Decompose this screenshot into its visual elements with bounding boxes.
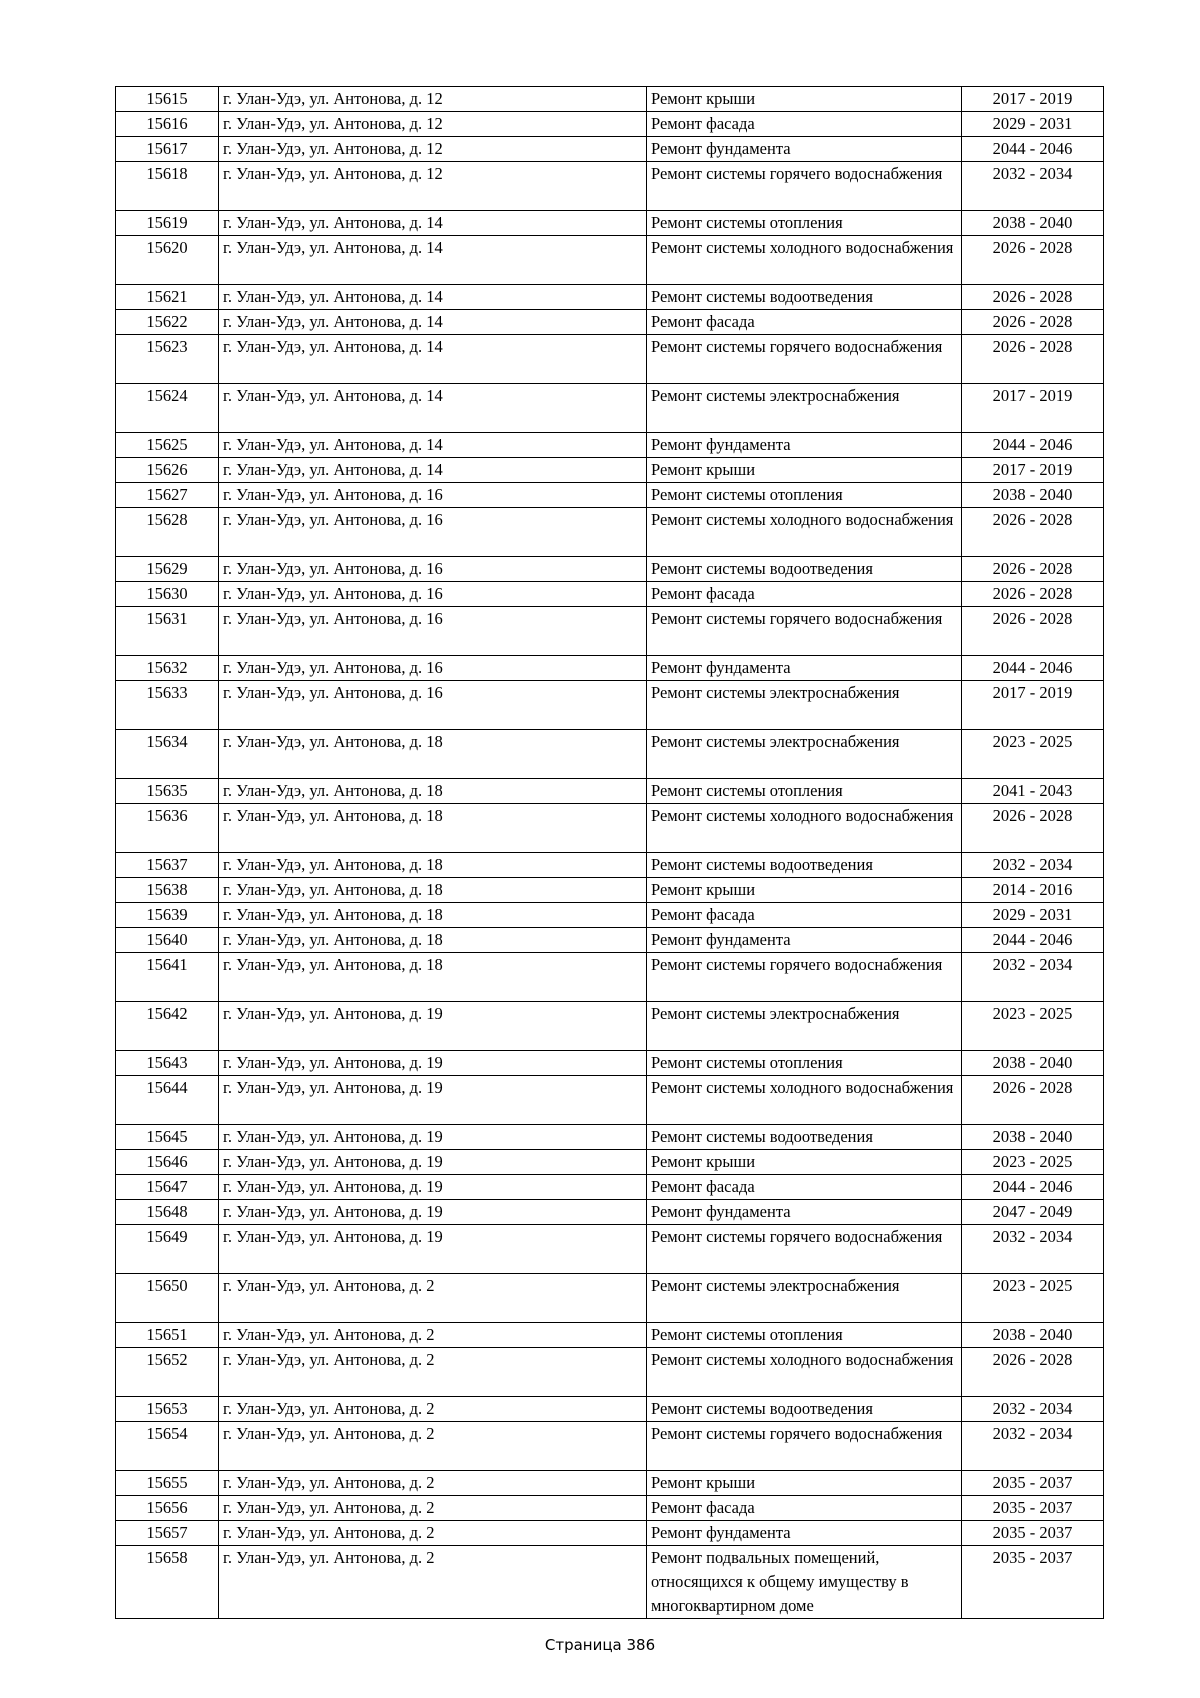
row-address: г. Улан-Удэ, ул. Антонова, д. 19: [219, 1125, 647, 1150]
table-row: [116, 1546, 1104, 1619]
row-work-type: Ремонт фундамента: [647, 928, 962, 953]
row-address: г. Улан-Удэ, ул. Антонова, д. 2: [219, 1348, 647, 1397]
table-row: [116, 162, 1104, 211]
table-row: [116, 1348, 1104, 1397]
table-row: [116, 1225, 1104, 1274]
row-number: 15648: [116, 1200, 219, 1225]
row-work-type: Ремонт фасада: [647, 1496, 962, 1521]
row-number: 15644: [116, 1076, 219, 1125]
row-number: 15639: [116, 903, 219, 928]
row-work-type: Ремонт фасада: [647, 582, 962, 607]
row-period: 2041 - 2043: [962, 779, 1104, 804]
row-period: 2029 - 2031: [962, 903, 1104, 928]
row-number: 15633: [116, 681, 219, 730]
table-row: [116, 236, 1104, 285]
row-number: 15631: [116, 607, 219, 656]
row-number: 15626: [116, 458, 219, 483]
row-number: 15647: [116, 1175, 219, 1200]
table-row: [116, 557, 1104, 582]
row-period: 2029 - 2031: [962, 112, 1104, 137]
row-address: г. Улан-Удэ, ул. Антонова, д. 18: [219, 878, 647, 903]
row-work-type: Ремонт системы холодного водоснабжения: [647, 508, 962, 557]
row-period: 2023 - 2025: [962, 1150, 1104, 1175]
row-period: 2035 - 2037: [962, 1521, 1104, 1546]
row-number: 15658: [116, 1546, 219, 1619]
table-row: [116, 853, 1104, 878]
row-address: г. Улан-Удэ, ул. Антонова, д. 19: [219, 1076, 647, 1125]
row-work-type: Ремонт системы электроснабжения: [647, 1274, 962, 1323]
row-number: 15646: [116, 1150, 219, 1175]
row-period: 2026 - 2028: [962, 1076, 1104, 1125]
row-number: 15617: [116, 137, 219, 162]
row-number: 15622: [116, 310, 219, 335]
table-row: [116, 87, 1104, 112]
row-address: г. Улан-Удэ, ул. Антонова, д. 16: [219, 681, 647, 730]
row-work-type: Ремонт крыши: [647, 87, 962, 112]
row-address: г. Улан-Удэ, ул. Антонова, д. 16: [219, 557, 647, 582]
table-row: [116, 607, 1104, 656]
row-period: 2026 - 2028: [962, 285, 1104, 310]
row-work-type: Ремонт фасада: [647, 1175, 962, 1200]
table-row: [116, 1274, 1104, 1323]
row-address: г. Улан-Удэ, ул. Антонова, д. 19: [219, 1002, 647, 1051]
table-row: [116, 1175, 1104, 1200]
row-address: г. Улан-Удэ, ул. Антонова, д. 16: [219, 607, 647, 656]
row-address: г. Улан-Удэ, ул. Антонова, д. 2: [219, 1397, 647, 1422]
table-row: [116, 483, 1104, 508]
row-period: 2032 - 2034: [962, 1397, 1104, 1422]
table-row: [116, 310, 1104, 335]
table-row: [116, 878, 1104, 903]
row-address: г. Улан-Удэ, ул. Антонова, д. 12: [219, 87, 647, 112]
row-period: 2044 - 2046: [962, 433, 1104, 458]
row-period: 2026 - 2028: [962, 1348, 1104, 1397]
row-work-type: Ремонт фундамента: [647, 1521, 962, 1546]
row-number: 15652: [116, 1348, 219, 1397]
row-number: 15656: [116, 1496, 219, 1521]
row-address: г. Улан-Удэ, ул. Антонова, д. 14: [219, 433, 647, 458]
row-work-type: Ремонт системы водоотведения: [647, 285, 962, 310]
row-number: 15640: [116, 928, 219, 953]
row-address: г. Улан-Удэ, ул. Антонова, д. 19: [219, 1225, 647, 1274]
row-period: 2044 - 2046: [962, 137, 1104, 162]
row-work-type: Ремонт системы горячего водоснабжения: [647, 1225, 962, 1274]
table-row: [116, 1422, 1104, 1471]
table-body: [116, 87, 1104, 1619]
row-period: 2038 - 2040: [962, 1051, 1104, 1076]
row-period: 2038 - 2040: [962, 1125, 1104, 1150]
page-number: Страница 386: [544, 1636, 656, 1654]
row-address: г. Улан-Удэ, ул. Антонова, д. 14: [219, 384, 647, 433]
table-row: [116, 1150, 1104, 1175]
row-work-type: Ремонт системы горячего водоснабжения: [647, 1422, 962, 1471]
row-number: 15621: [116, 285, 219, 310]
row-address: г. Улан-Удэ, ул. Антонова, д. 18: [219, 903, 647, 928]
row-period: 2032 - 2034: [962, 1225, 1104, 1274]
row-period: 2032 - 2034: [962, 1422, 1104, 1471]
row-address: г. Улан-Удэ, ул. Антонова, д. 19: [219, 1200, 647, 1225]
row-address: г. Улан-Удэ, ул. Антонова, д. 14: [219, 310, 647, 335]
row-work-type: Ремонт системы электроснабжения: [647, 730, 962, 779]
row-number: 15643: [116, 1051, 219, 1076]
row-period: 2038 - 2040: [962, 1323, 1104, 1348]
row-number: 15625: [116, 433, 219, 458]
row-work-type: Ремонт системы водоотведения: [647, 557, 962, 582]
row-number: 15642: [116, 1002, 219, 1051]
row-period: 2023 - 2025: [962, 1274, 1104, 1323]
row-number: 15655: [116, 1471, 219, 1496]
table-row: [116, 211, 1104, 236]
row-work-type: Ремонт крыши: [647, 1150, 962, 1175]
row-period: 2035 - 2037: [962, 1471, 1104, 1496]
row-address: г. Улан-Удэ, ул. Антонова, д. 2: [219, 1496, 647, 1521]
row-period: 2038 - 2040: [962, 483, 1104, 508]
table-row: [116, 681, 1104, 730]
row-address: г. Улан-Удэ, ул. Антонова, д. 18: [219, 730, 647, 779]
row-number: 15657: [116, 1521, 219, 1546]
row-address: г. Улан-Удэ, ул. Антонова, д. 2: [219, 1471, 647, 1496]
row-period: 2044 - 2046: [962, 928, 1104, 953]
table-row: [116, 433, 1104, 458]
row-number: 15649: [116, 1225, 219, 1274]
row-work-type: Ремонт системы водоотведения: [647, 1397, 962, 1422]
row-work-type: Ремонт системы электроснабжения: [647, 681, 962, 730]
row-work-type: Ремонт фасада: [647, 310, 962, 335]
row-number: 15651: [116, 1323, 219, 1348]
table-row: [116, 1521, 1104, 1546]
row-number: 15616: [116, 112, 219, 137]
row-number: 15615: [116, 87, 219, 112]
row-period: 2017 - 2019: [962, 384, 1104, 433]
row-address: г. Улан-Удэ, ул. Антонова, д. 12: [219, 112, 647, 137]
row-number: 15628: [116, 508, 219, 557]
row-work-type: Ремонт системы отопления: [647, 779, 962, 804]
row-work-type: Ремонт крыши: [647, 878, 962, 903]
row-work-type: Ремонт крыши: [647, 458, 962, 483]
row-address: г. Улан-Удэ, ул. Антонова, д. 19: [219, 1150, 647, 1175]
row-address: г. Улан-Удэ, ул. Антонова, д. 16: [219, 656, 647, 681]
row-address: г. Улан-Удэ, ул. Антонова, д. 2: [219, 1422, 647, 1471]
capital-repair-table: [115, 86, 1104, 1619]
row-period: 2035 - 2037: [962, 1546, 1104, 1619]
row-address: г. Улан-Удэ, ул. Антонова, д. 2: [219, 1323, 647, 1348]
row-work-type: Ремонт системы электроснабжения: [647, 1002, 962, 1051]
row-work-type: Ремонт системы электроснабжения: [647, 384, 962, 433]
row-work-type: Ремонт фундамента: [647, 1200, 962, 1225]
row-work-type: Ремонт системы отопления: [647, 1051, 962, 1076]
row-number: 15623: [116, 335, 219, 384]
table-row: [116, 1323, 1104, 1348]
row-work-type: Ремонт фундамента: [647, 656, 962, 681]
row-address: г. Улан-Удэ, ул. Антонова, д. 12: [219, 162, 647, 211]
table-row: [116, 384, 1104, 433]
table-row: [116, 1200, 1104, 1225]
row-address: г. Улан-Удэ, ул. Антонова, д. 12: [219, 137, 647, 162]
row-period: 2017 - 2019: [962, 458, 1104, 483]
table-row: [116, 285, 1104, 310]
table-row: [116, 903, 1104, 928]
row-work-type: Ремонт системы холодного водоснабжения: [647, 1348, 962, 1397]
row-number: 15629: [116, 557, 219, 582]
row-number: 15637: [116, 853, 219, 878]
table-row: [116, 1397, 1104, 1422]
table-row: [116, 1002, 1104, 1051]
row-work-type: Ремонт крыши: [647, 1471, 962, 1496]
row-work-type: Ремонт фундамента: [647, 137, 962, 162]
row-work-type: Ремонт системы холодного водоснабжения: [647, 236, 962, 285]
row-address: г. Улан-Удэ, ул. Антонова, д. 18: [219, 928, 647, 953]
row-number: 15619: [116, 211, 219, 236]
row-work-type: Ремонт системы отопления: [647, 211, 962, 236]
table-row: [116, 335, 1104, 384]
table-row: [116, 730, 1104, 779]
row-number: 15650: [116, 1274, 219, 1323]
row-period: 2044 - 2046: [962, 1175, 1104, 1200]
row-address: г. Улан-Удэ, ул. Антонова, д. 18: [219, 779, 647, 804]
row-period: 2017 - 2019: [962, 87, 1104, 112]
row-address: г. Улан-Удэ, ул. Антонова, д. 2: [219, 1274, 647, 1323]
table-row: [116, 582, 1104, 607]
row-period: 2047 - 2049: [962, 1200, 1104, 1225]
row-address: г. Улан-Удэ, ул. Антонова, д. 18: [219, 853, 647, 878]
table-row: [116, 928, 1104, 953]
row-period: 2026 - 2028: [962, 804, 1104, 853]
row-period: 2035 - 2037: [962, 1496, 1104, 1521]
row-number: 15627: [116, 483, 219, 508]
row-work-type: Ремонт системы холодного водоснабжения: [647, 804, 962, 853]
row-number: 15618: [116, 162, 219, 211]
table-row: [116, 953, 1104, 1002]
row-address: г. Улан-Удэ, ул. Антонова, д. 14: [219, 458, 647, 483]
row-period: 2026 - 2028: [962, 607, 1104, 656]
row-number: 15641: [116, 953, 219, 1002]
row-work-type: Ремонт системы отопления: [647, 483, 962, 508]
table-row: [116, 137, 1104, 162]
row-number: 15634: [116, 730, 219, 779]
row-period: 2026 - 2028: [962, 236, 1104, 285]
table-row: [116, 1496, 1104, 1521]
row-period: 2038 - 2040: [962, 211, 1104, 236]
table-row: [116, 508, 1104, 557]
table-row: [116, 656, 1104, 681]
row-period: 2023 - 2025: [962, 1002, 1104, 1051]
row-number: 15654: [116, 1422, 219, 1471]
row-work-type: Ремонт фасада: [647, 112, 962, 137]
row-address: г. Улан-Удэ, ул. Антонова, д. 16: [219, 582, 647, 607]
row-work-type: Ремонт системы горячего водоснабжения: [647, 162, 962, 211]
row-number: 15638: [116, 878, 219, 903]
row-work-type: Ремонт фундамента: [647, 433, 962, 458]
row-period: 2032 - 2034: [962, 162, 1104, 211]
row-period: 2026 - 2028: [962, 310, 1104, 335]
row-address: г. Улан-Удэ, ул. Антонова, д. 19: [219, 1175, 647, 1200]
table-row: [116, 1076, 1104, 1125]
row-period: 2044 - 2046: [962, 656, 1104, 681]
table-row: [116, 112, 1104, 137]
row-number: 15645: [116, 1125, 219, 1150]
row-address: г. Улан-Удэ, ул. Антонова, д. 16: [219, 483, 647, 508]
table-row: [116, 1471, 1104, 1496]
row-number: 15632: [116, 656, 219, 681]
row-number: 15620: [116, 236, 219, 285]
row-period: 2023 - 2025: [962, 730, 1104, 779]
row-period: 2032 - 2034: [962, 853, 1104, 878]
row-period: 2032 - 2034: [962, 953, 1104, 1002]
row-work-type: Ремонт системы отопления: [647, 1323, 962, 1348]
row-work-type: Ремонт системы горячего водоснабжения: [647, 607, 962, 656]
row-work-type: Ремонт системы водоотведения: [647, 1125, 962, 1150]
table-row: [116, 779, 1104, 804]
row-work-type: Ремонт системы горячего водоснабжения: [647, 335, 962, 384]
row-address: г. Улан-Удэ, ул. Антонова, д. 14: [219, 335, 647, 384]
row-address: г. Улан-Удэ, ул. Антонова, д. 14: [219, 285, 647, 310]
table-row: [116, 458, 1104, 483]
row-work-type: Ремонт системы горячего водоснабжения: [647, 953, 962, 1002]
row-work-type: Ремонт фасада: [647, 903, 962, 928]
row-work-type: Ремонт системы холодного водоснабжения: [647, 1076, 962, 1125]
row-number: 15653: [116, 1397, 219, 1422]
row-number: 15635: [116, 779, 219, 804]
row-number: 15630: [116, 582, 219, 607]
table-row: [116, 1125, 1104, 1150]
row-number: 15636: [116, 804, 219, 853]
row-work-type: Ремонт подвальных помещений, относящихся к общему имуществу в многоквартирном доме: [647, 1546, 962, 1619]
row-address: г. Улан-Удэ, ул. Антонова, д. 2: [219, 1546, 647, 1619]
row-address: г. Улан-Удэ, ул. Антонова, д. 18: [219, 953, 647, 1002]
table-row: [116, 804, 1104, 853]
row-work-type: Ремонт системы водоотведения: [647, 853, 962, 878]
row-number: 15624: [116, 384, 219, 433]
row-period: 2026 - 2028: [962, 335, 1104, 384]
row-address: г. Улан-Удэ, ул. Антонова, д. 16: [219, 508, 647, 557]
row-address: г. Улан-Удэ, ул. Антонова, д. 18: [219, 804, 647, 853]
row-address: г. Улан-Удэ, ул. Антонова, д. 14: [219, 236, 647, 285]
row-address: г. Улан-Удэ, ул. Антонова, д. 2: [219, 1521, 647, 1546]
row-period: 2014 - 2016: [962, 878, 1104, 903]
row-address: г. Улан-Удэ, ул. Антонова, д. 19: [219, 1051, 647, 1076]
table-row: [116, 1051, 1104, 1076]
row-address: г. Улан-Удэ, ул. Антонова, д. 14: [219, 211, 647, 236]
row-period: 2026 - 2028: [962, 508, 1104, 557]
row-period: 2017 - 2019: [962, 681, 1104, 730]
row-period: 2026 - 2028: [962, 557, 1104, 582]
row-period: 2026 - 2028: [962, 582, 1104, 607]
